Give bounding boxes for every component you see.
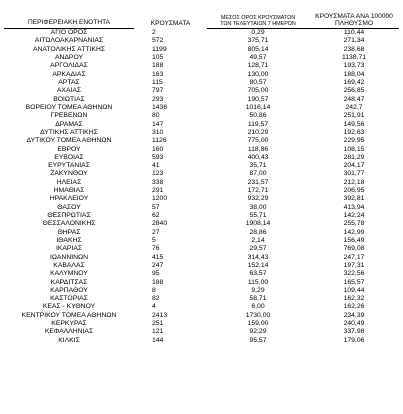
region-cell: ΘΑΣΟΥ	[57, 203, 81, 211]
cases-cell: 80	[152, 112, 160, 120]
per-100k-cell: 234,39	[343, 311, 365, 319]
per-100k-cell: 165,57	[343, 278, 365, 286]
per-100k-cell: 1138,71	[341, 54, 367, 62]
cases-cell: 62	[152, 212, 160, 220]
table-row	[4, 220, 399, 228]
table-row	[4, 245, 399, 253]
avg-cell: 1908,14	[245, 220, 271, 228]
cases-cell: 1126	[152, 137, 167, 145]
cases-cell: 163	[152, 70, 164, 78]
cases-cell: 338	[152, 178, 164, 186]
region-cell: ΑΡΓΟΛΙΔΑΣ	[50, 62, 88, 70]
header-cases: ΚΡΟΥΣΜΑΤΑ	[150, 19, 191, 27]
table-row	[4, 170, 399, 178]
cases-cell: 2413	[152, 311, 168, 319]
region-cell: ΚΕΡΚΥΡΑΣ	[51, 320, 87, 328]
cases-cell: 593	[152, 153, 164, 161]
header-avg	[207, 4, 309, 29]
per-100k-cell: 281,29	[343, 153, 365, 161]
cases-cell: 293	[152, 95, 164, 103]
per-100k-cell: 108,15	[343, 145, 365, 153]
per-100k-cell: 162,26	[343, 303, 365, 311]
cases-cell: 4	[152, 303, 156, 311]
per-100k-cell: 192,63	[343, 128, 365, 136]
cases-cell: 76	[152, 245, 160, 253]
avg-cell: 119,57	[247, 120, 269, 128]
table-row	[4, 96, 399, 104]
avg-cell: 190,57	[247, 95, 269, 103]
table-row	[4, 295, 399, 303]
table-row	[4, 253, 399, 261]
avg-cell: 6,00	[251, 303, 265, 311]
region-cell: ΗΜΑΘΙΑΣ	[53, 187, 85, 195]
avg-cell: 38,00	[249, 203, 267, 211]
cases-cell: 572	[152, 37, 164, 45]
table-row	[4, 237, 399, 245]
table-row	[4, 179, 399, 187]
cases-cell: 188	[152, 62, 164, 70]
cases-cell: 57	[152, 203, 160, 211]
avg-cell: 932,29	[247, 195, 269, 203]
header-region: ΠΕΡΙΦΕΡΕΙΑΚΗ ΕΝΟΤΗΤΑ	[4, 4, 134, 29]
table-row	[4, 320, 399, 328]
avg-cell: 2,14	[251, 236, 265, 244]
region-cell: ΘΗΡΑΣ	[57, 228, 81, 236]
cases-cell: 147	[152, 120, 164, 128]
table-row	[4, 287, 399, 295]
table-row	[4, 145, 399, 153]
cases-cell: 160	[152, 145, 164, 153]
cases-cell: 1200	[152, 195, 168, 203]
avg-cell: 1016,14	[245, 103, 271, 111]
per-100k-cell: 149,56	[343, 120, 365, 128]
region-cell: ΘΕΣΣΑΛΟΝΙΚΗΣ	[42, 220, 96, 228]
cases-cell: 1199	[152, 45, 167, 53]
header-avg-line2: ΤΩΝ ΤΕΛΕΥΤΑΙΩΝ 7 ΗΜΕΡΩΝ	[220, 21, 296, 27]
per-100k-cell: 392,81	[343, 195, 365, 203]
avg-cell: 805,14	[247, 45, 269, 53]
avg-cell: 152,14	[247, 261, 269, 269]
per-100k-cell: 271,34	[343, 37, 365, 45]
region-cell: ΒΟΡΕΙΟΥ ΤΟΜΕΑ ΑΘΗΝΩΝ	[25, 103, 113, 111]
per-100k-cell: 251,91	[343, 112, 365, 120]
table-row	[4, 37, 399, 45]
cases-cell: 82	[152, 295, 160, 303]
region-cell: ΔΥΤΙΚΟΥ ΤΟΜΕΑ ΑΘΗΝΩΝ	[26, 137, 112, 145]
per-100k-cell: 255,78	[343, 220, 365, 228]
avg-cell: 1730,00	[245, 311, 271, 319]
region-cell: ΑΓΙΟ ΟΡΟΣ	[50, 29, 88, 37]
avg-cell: 55,71	[249, 212, 267, 220]
cases-cell: 8	[152, 286, 156, 294]
cases-cell: 115	[152, 79, 163, 87]
cases-cell: 5	[152, 236, 156, 244]
per-100k-cell: 413,94	[343, 203, 365, 211]
per-100k-cell: 238,68	[343, 45, 365, 53]
table-row	[4, 262, 399, 270]
region-cell: ΕΒΡΟΥ	[57, 145, 81, 153]
table-row	[4, 54, 399, 62]
table-row	[4, 79, 399, 87]
per-100k-cell: 156,49	[343, 236, 365, 244]
per-100k-cell: 337,98	[343, 328, 365, 336]
avg-cell: 63,57	[249, 270, 267, 278]
cases-cell: 415	[152, 253, 164, 261]
cases-cell: 291	[152, 187, 164, 195]
avg-cell: 210,29	[247, 128, 269, 136]
per-100k-cell: 197,31	[343, 261, 365, 269]
region-cell: ΔΡΑΜΑΣ	[55, 120, 83, 128]
table-row	[4, 112, 399, 120]
region-cell: ΑΧΑΪΑΣ	[56, 87, 82, 95]
table-row	[4, 278, 399, 286]
cases-cell: 310	[152, 128, 164, 136]
table-row	[4, 195, 399, 203]
avg-cell: 130,00	[247, 70, 269, 78]
per-100k-cell: 240,49	[343, 320, 365, 328]
region-cell: ΓΡΕΒΕΝΩΝ	[50, 112, 88, 120]
cases-cell: 41	[152, 162, 160, 170]
per-100k-cell: 247,17	[343, 253, 365, 261]
region-cell: ΑΡΤΑΣ	[58, 79, 80, 87]
header-per-line2: ΠΛΗΘΥΣΜΟ	[335, 20, 373, 27]
table-row	[4, 204, 399, 212]
table-row	[4, 337, 399, 345]
header-avg-line1: ΜΕΣΟΣ ΟΡΟΣ ΚΡΟΥΣΜΑΤΩΝ	[220, 15, 296, 21]
table-row	[4, 328, 399, 336]
avg-cell: 159,00	[247, 320, 269, 328]
region-cell: ΑΝΑΤΟΛΙΚΗΣ ΑΤΤΙΚΗΣ	[32, 45, 106, 53]
avg-cell: 115,00	[247, 278, 269, 286]
region-cell: ΚΑΣΤΟΡΙΑΣ	[50, 295, 88, 303]
avg-cell: 80,57	[249, 79, 267, 87]
table-row	[4, 87, 399, 95]
table-row	[4, 46, 399, 54]
per-100k-cell: 188,04	[343, 70, 365, 78]
per-100k-cell: 169,42	[343, 79, 365, 87]
region-cell: ΖΑΚΥΝΘΟΥ	[50, 170, 88, 178]
per-100k-cell: 256,85	[343, 87, 365, 95]
region-cell: ΙΚΑΡΙΑΣ	[55, 245, 83, 253]
avg-cell: 775,00	[247, 137, 269, 145]
avg-cell: 49,57	[249, 54, 267, 62]
avg-cell: 0,29	[251, 29, 265, 37]
cases-cell: 121	[152, 328, 164, 336]
region-cell: ΚΕΑΣ - ΚΥΘΝΟΥ	[42, 303, 96, 311]
table-row	[4, 120, 399, 128]
avg-cell: 231,57	[247, 178, 269, 186]
per-100k-cell: 248,47	[343, 95, 365, 103]
region-cell: ΚΕΝΤΡΙΚΟΥ ΤΟΜΕΑ ΑΘΗΝΩΝ	[21, 311, 117, 319]
table-header	[4, 4, 399, 29]
cases-cell: 247	[152, 261, 164, 269]
table-row	[4, 229, 399, 237]
per-100k-cell: 109,44	[343, 286, 365, 294]
table-row	[4, 312, 399, 320]
per-100k-cell: 206,95	[343, 187, 365, 195]
avg-cell: 172,71	[247, 187, 269, 195]
header-per-100k	[309, 4, 399, 29]
cases-cell: 27	[152, 228, 160, 236]
avg-cell: 87,00	[249, 170, 267, 178]
per-100k-cell: 204,17	[343, 162, 365, 170]
cases-cell: 188	[152, 278, 164, 286]
per-100k-cell: 229,95	[343, 137, 365, 145]
avg-cell: 58,71	[249, 295, 267, 303]
table-row	[4, 270, 399, 278]
avg-cell: 50,86	[249, 112, 267, 120]
per-100k-cell: 142,99	[343, 228, 365, 236]
cases-table	[4, 4, 399, 345]
covid-table-page	[4, 4, 399, 406]
table-row	[4, 104, 399, 112]
per-100k-cell: 212,18	[343, 178, 365, 186]
table-row	[4, 154, 399, 162]
region-cell: ΚΑΡΔΙΤΣΑΣ	[50, 278, 88, 286]
table-row	[4, 187, 399, 195]
cases-cell: 2	[152, 28, 156, 36]
region-cell: ΒΟΙΩΤΙΑΣ	[53, 95, 85, 103]
cases-cell: 2840	[152, 220, 168, 228]
region-cell: ΚΕΦΑΛΛΗΝΙΑΣ	[44, 328, 94, 336]
avg-cell: 705,00	[247, 87, 269, 95]
region-cell: ΘΕΣΠΡΩΤΙΑΣ	[47, 212, 91, 220]
table-row	[4, 129, 399, 137]
cases-cell: 797	[152, 87, 164, 95]
avg-cell: 314,43	[247, 253, 269, 261]
region-cell: ΕΥΒΟΙΑΣ	[54, 153, 84, 161]
avg-cell: 375,71	[247, 37, 269, 45]
table-body	[4, 29, 399, 345]
cases-cell: 105	[152, 54, 164, 62]
region-cell: ΑΙΤΩΛΟΑΚΑΡΝΑΝΙΑΣ	[34, 37, 104, 45]
region-cell: ΑΡΚΑΔΙΑΣ	[52, 70, 86, 78]
table-row	[4, 303, 399, 311]
per-100k-cell: 110,44	[343, 29, 365, 37]
avg-cell: 118,86	[247, 145, 269, 153]
avg-cell: 95,57	[249, 336, 267, 344]
per-100k-cell: 162,32	[343, 295, 365, 303]
region-cell: ΚΑΛΥΜΝΟΥ	[50, 270, 88, 278]
cases-cell: 95	[152, 270, 160, 278]
per-100k-cell: 301,77	[343, 170, 365, 178]
region-cell: ΚΑΒΑΛΑΣ	[53, 261, 85, 269]
cases-cell: 1436	[152, 103, 168, 111]
region-cell: ΕΥΡΥΤΑΝΙΑΣ	[48, 162, 90, 170]
table-row	[4, 212, 399, 220]
avg-cell: 128,71	[247, 62, 269, 70]
region-cell: ΔΥΤΙΚΗΣ ΑΤΤΙΚΗΣ	[40, 128, 98, 136]
avg-cell: 35,71	[249, 162, 267, 170]
table-row	[4, 162, 399, 170]
avg-cell: 9,29	[251, 286, 265, 294]
cases-cell: 123	[152, 170, 164, 178]
avg-cell: 29,57	[249, 245, 267, 253]
per-100k-cell: 142,24	[343, 212, 365, 220]
table-row	[4, 137, 399, 145]
region-cell: ΚΑΡΠΑΘΟΥ	[50, 286, 88, 294]
per-100k-cell: 322,56	[343, 270, 365, 278]
cases-cell: 251	[152, 320, 164, 328]
table-row	[4, 29, 399, 38]
avg-cell: 28,86	[249, 228, 267, 236]
avg-cell: 400,43	[247, 153, 269, 161]
table-row	[4, 62, 399, 70]
region-cell: ΙΘΑΚΗΣ	[56, 236, 82, 244]
region-cell: ΚΙΛΚΙΣ	[58, 336, 80, 344]
header-per-line1: ΚΡΟΥΣΜΑΤΑ ΑΝΑ 100000	[315, 13, 393, 20]
cases-cell: 144	[152, 336, 164, 344]
table-row	[4, 71, 399, 79]
region-cell: ΑΝΔΡΟΥ	[54, 54, 84, 62]
per-100k-cell: 179,06	[343, 336, 365, 344]
region-cell: ΗΛΕΙΑΣ	[56, 178, 82, 186]
region-cell: ΙΩΑΝΝΙΝΩΝ	[49, 253, 89, 261]
region-cell: ΗΡΑΚΛΕΙΟΥ	[49, 195, 89, 203]
per-100k-cell: 242,7	[345, 103, 363, 111]
avg-cell: 92,29	[249, 328, 267, 336]
per-100k-cell: 193,73	[343, 62, 365, 70]
per-100k-cell: 769,08	[343, 245, 365, 253]
